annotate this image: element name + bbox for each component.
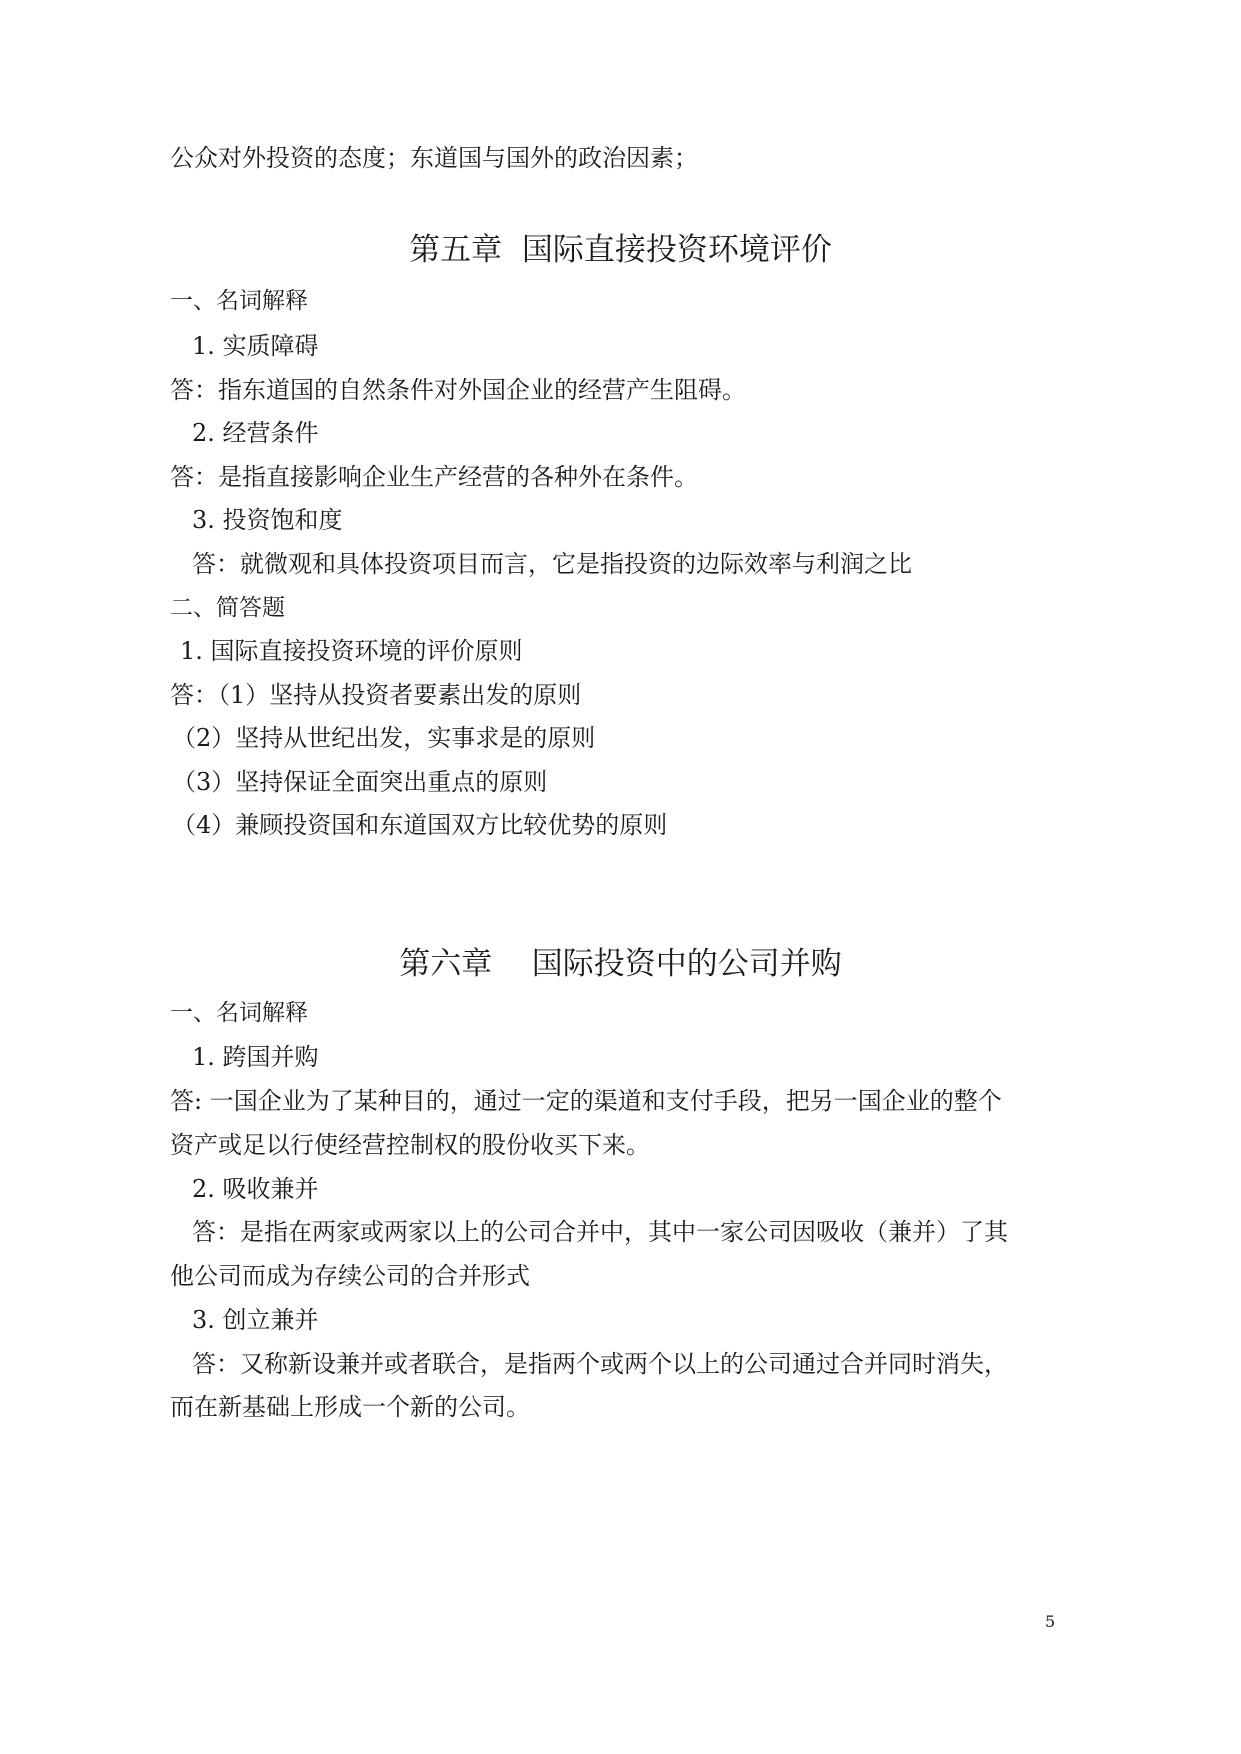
ch6-answer-1-line-2: 资产或足以行使经营控制权的股份收买下来。 — [170, 1131, 650, 1159]
chapter-6-title: 第六章 国际投资中的公司并购 — [399, 946, 842, 982]
ch6-term-1: 1. 跨国并购 — [192, 1043, 319, 1071]
ch6-answer-2-line-2: 他公司而成为存续公司的合并形式 — [170, 1262, 530, 1290]
chapter-5-title: 第五章 国际直接投资环境评价 — [409, 232, 832, 268]
ch5-answer-1: 答：指东道国的自然条件对外国企业的经营产生阻碍。 — [170, 376, 746, 404]
ch5-principle-2: （2）坚持从世纪出发，实事求是的原则 — [172, 724, 596, 752]
ch5-section-heading-short-answer: 二、简答题 — [170, 595, 285, 621]
ch5-question-1: 1. 国际直接投资环境的评价原则 — [180, 637, 523, 665]
ch6-answer-3-line-1: 答：又称新设兼并或者联合，是指两个或两个以上的公司通过合并同时消失， — [192, 1350, 1008, 1378]
ch5-section-heading-terms: 一、名词解释 — [170, 288, 308, 314]
continuation-text: 公众对外投资的态度；东道国与国外的政治因素； — [170, 144, 698, 172]
ch5-term-2: 2. 经营条件 — [192, 419, 319, 447]
ch5-answer-3: 答：就微观和具体投资项目而言，它是指投资的边际效率与利润之比 — [192, 550, 912, 578]
ch5-answer-2: 答：是指直接影响企业生产经营的各种外在条件。 — [170, 463, 698, 491]
page-number: 5 — [1045, 1612, 1056, 1631]
ch5-principle-1: 答：（1）坚持从投资者要素出发的原则 — [170, 681, 582, 709]
ch5-principle-4: （4）兼顾投资国和东道国双方比较优势的原则 — [172, 811, 668, 839]
ch6-term-3: 3. 创立兼并 — [192, 1306, 319, 1334]
ch6-answer-1-line-1: 答: 一国企业为了某种目的，通过一定的渠道和支付手段，把另一国企业的整个 — [170, 1087, 1002, 1115]
ch5-principle-3: （3）坚持保证全面突出重点的原则 — [172, 768, 548, 796]
ch6-term-2: 2. 吸收兼并 — [192, 1175, 319, 1203]
ch6-answer-2-line-1: 答：是指在两家或两家以上的公司合并中，其中一家公司因吸收（兼并）了其 — [192, 1218, 1008, 1246]
ch6-section-heading-terms: 一、名词解释 — [170, 1000, 308, 1026]
ch6-answer-3-line-2: 而在新基础上形成一个新的公司。 — [170, 1393, 530, 1421]
ch5-term-1: 1. 实质障碍 — [192, 332, 319, 360]
ch5-term-3: 3. 投资饱和度 — [192, 506, 343, 534]
